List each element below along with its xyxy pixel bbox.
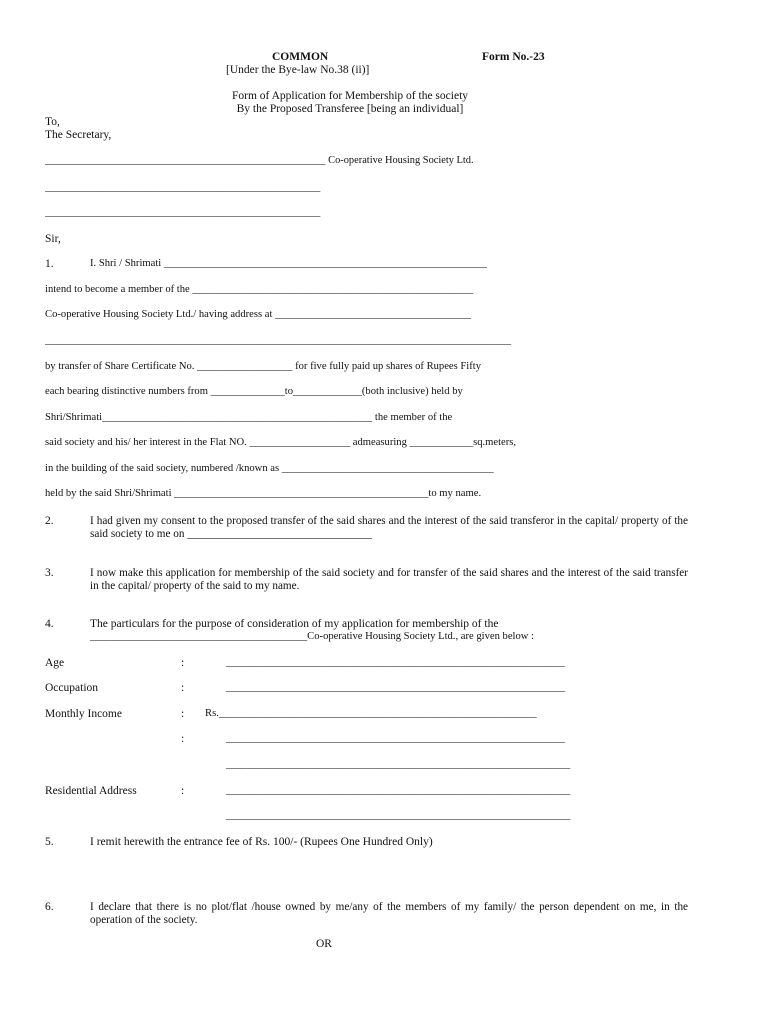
distinctive-numbers-line: each bearing distinctive numbers from ______________to_____________(both inclusive) held by (45, 386, 463, 397)
address-blank-line: ________________________________________________________________________________________ (45, 335, 512, 346)
field-colon: : (181, 657, 185, 669)
field-colon: : (181, 682, 185, 694)
applicant-name-line: I. Shri / Shrimati _____________________________________________________________ (90, 258, 487, 269)
secretary-line: The Secretary, (45, 129, 112, 141)
society-name-line: ______________________________________________________ Co-operative Housing Society Ltd. (45, 155, 474, 166)
address-blank-line: _____________________________________________________ (45, 182, 321, 193)
section-number: 5. (45, 836, 54, 848)
form-title: Form of Application for Membership of the society (231, 90, 469, 102)
occupation-field[interactable]: ________________________________________________________________ (226, 682, 565, 693)
bye-law-reference: [Under the Bye-law No.38 (ii)] (226, 64, 370, 76)
field-colon: : (181, 733, 185, 745)
consent-paragraph: I had given my consent to the proposed transfer of the said shares and the interest of the said transferor in the capital/ property of the said society to me on _________________________________ (90, 515, 688, 540)
common-heading: COMMON (272, 51, 329, 63)
transferor-name-line: Shri/Shrimati___________________________________________________ the member of the (45, 412, 453, 423)
section-number: 1. (45, 258, 54, 270)
share-certificate-line: by transfer of Share Certificate No. __________________ for five fully paid up shares of Rupees Fifty (45, 361, 482, 372)
field-colon: : (181, 708, 185, 720)
declaration-paragraph: I declare that there is no plot/flat /house owned by me/any of the members of my family/ the person dependent on me, in the operation of the society. (90, 901, 688, 926)
particulars-society-line: _________________________________________Co-operative Housing Society Ltd., are given below : (90, 631, 535, 642)
section-number: 2. (45, 515, 54, 527)
section-number: 6. (45, 901, 54, 913)
extra-field[interactable]: ________________________________________________________________ (226, 733, 565, 744)
or-separator: OR (316, 938, 332, 950)
field-label-age: Age (45, 657, 65, 669)
particulars-line: The particulars for the purpose of consideration of my application for membership of the (90, 618, 499, 630)
form-number: Form No.-23 (482, 51, 545, 63)
entrance-fee-line: I remit herewith the entrance fee of Rs. 100/- (Rupees One Hundred Only) (90, 836, 433, 848)
flat-number-line: said society and his/ her interest in the Flat NO. ___________________ admeasuring ____________sq.meters, (45, 437, 517, 448)
field-colon: : (181, 785, 185, 797)
address-blank-line: _____________________________________________________ (45, 207, 321, 218)
to-line: To, (45, 116, 60, 128)
society-member-line: intend to become a member of the _____________________________________________________ (45, 284, 474, 295)
field-label-occupation: Occupation (45, 682, 99, 694)
field-label-monthly-income: Monthly Income (45, 708, 122, 720)
application-paragraph: I now make this application for membership of the said society and for transfer of the said shares and the interest of the said transfer in the capital/ property of the said to my name. (90, 567, 688, 592)
residential-address-field[interactable]: _________________________________________________________________ (226, 810, 571, 821)
field-label-residential-address: Residential Address (45, 785, 137, 797)
section-number: 3. (45, 567, 54, 579)
residential-address-field[interactable]: _________________________________________________________________ (226, 785, 571, 796)
extra-field[interactable]: _________________________________________________________________ (226, 759, 571, 770)
salutation: Sir, (45, 233, 61, 245)
held-by-line: held by the said Shri/Shrimati ________________________________________________to my name. (45, 488, 482, 499)
society-address-line: Co-operative Housing Society Ltd./ having address at _____________________________________ (45, 309, 472, 320)
age-field[interactable]: ________________________________________________________________ (226, 657, 565, 668)
form-subtitle: By the Proposed Transferee [being an individual] (236, 103, 464, 115)
building-line: in the building of the said society, numbered /known as ________________________________________ (45, 463, 494, 474)
section-number: 4. (45, 618, 54, 630)
monthly-income-field[interactable]: Rs.____________________________________________________________ (205, 708, 537, 719)
